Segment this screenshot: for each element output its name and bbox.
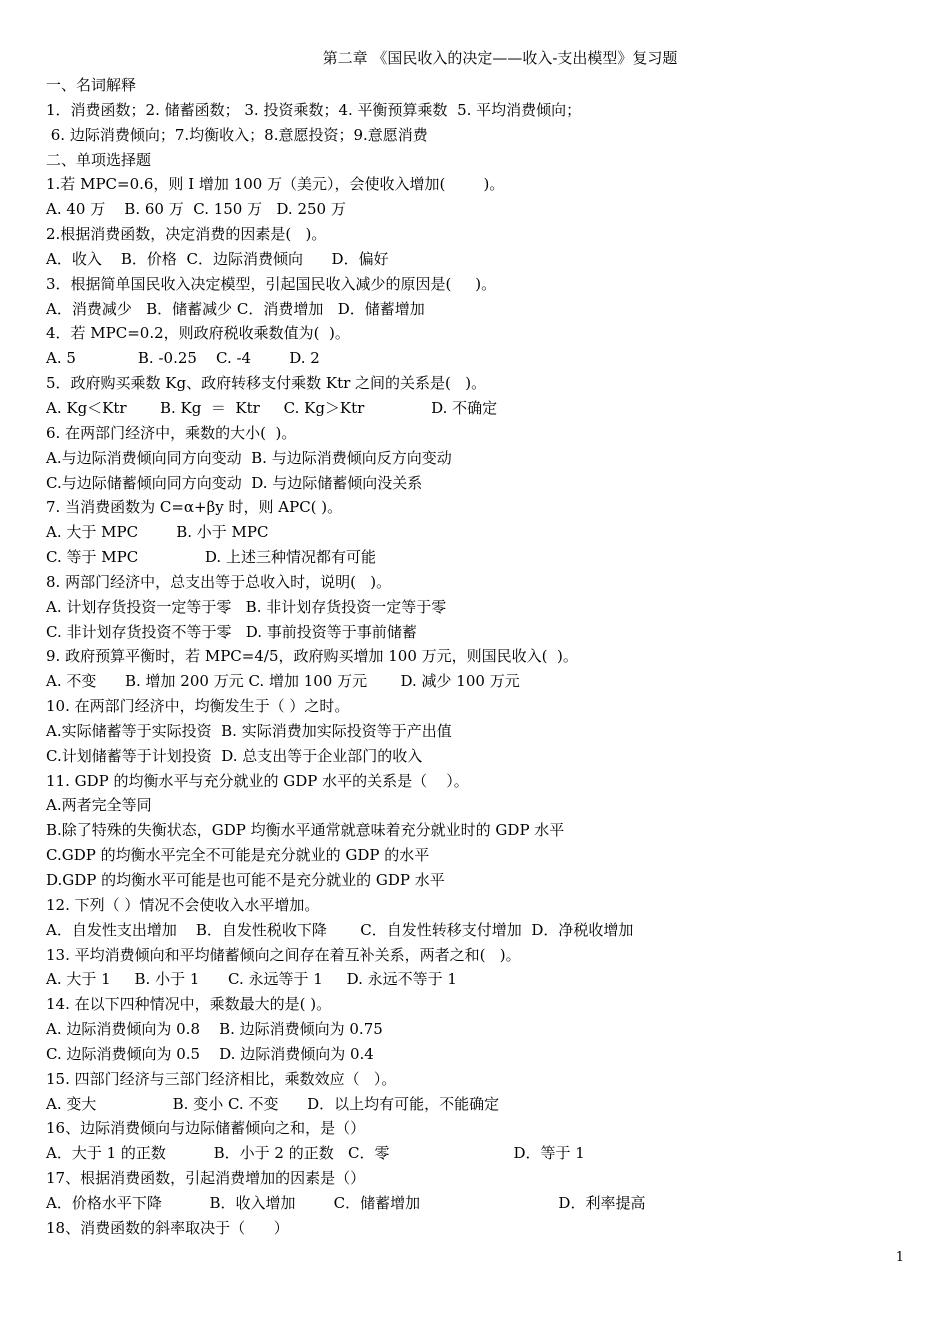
text-line: A．价格水平下降 B．收入增加 C．储蓄增加 D．利率提高	[46, 1193, 646, 1212]
text-line: A.实际储蓄等于实际投资 B. 实际消费加实际投资等于产出值	[46, 721, 452, 740]
text-line: C.计划储蓄等于计划投资 D. 总支出等于企业部门的收入	[46, 746, 423, 765]
text-line: A. 大于 1 B. 小于 1 C. 永远等于 1 D. 永远不等于 1	[46, 970, 457, 989]
text-line: A. 边际消费倾向为 0.8 B. 边际消费倾向为 0.75	[46, 1020, 383, 1039]
text-line: 8. 两部门经济中，总支出等于总收入时，说明( )。	[46, 572, 392, 591]
text-line: 13. 平均消费倾向和平均储蓄倾向之间存在着互补关系，两者之和( )。	[46, 945, 521, 964]
question-list	[46, 73, 916, 1241]
text-line: A. 大于 MPC B. 小于 MPC	[46, 523, 269, 542]
text-line: D.GDP 的均衡水平可能是也可能不是充分就业的 GDP 水平	[46, 871, 445, 889]
page-number: 1	[895, 1250, 904, 1265]
text-line: A．收入 B．价格 C．边际消费倾向 D．偏好	[46, 249, 389, 268]
text-line: 一、名词解释	[46, 76, 137, 94]
text-line: A. Kg＜Ktr B. Kg ＝ Ktr C. Kg＞Ktr D. 不确定	[46, 398, 498, 417]
text-line: 二、单项选择题	[46, 150, 152, 169]
text-line: 11. GDP 的均衡水平与充分就业的 GDP 水平的关系是（ ）。	[46, 771, 469, 790]
text-line: A. 变大 B. 变小 C. 不变 D．以上均有可能，不能确定	[46, 1094, 500, 1113]
text-line: 16、边际消费倾向与边际储蓄倾向之和，是（）	[46, 1119, 366, 1138]
text-line: 1.若 MPC=0.6，则 I 增加 100 万（美元），会使收入增加( )。	[46, 175, 505, 194]
text-line: C. 非计划存货投资不等于零 D. 事前投资等于事前储蓄	[46, 622, 417, 641]
text-line: B.除了特殊的失衡状态，GDP 均衡水平通常就意味着充分就业时的 GDP 水平	[46, 821, 565, 840]
text-line: 7. 当消费函数为 C=α+βy 时，则 APC( )。	[46, 498, 343, 517]
text-line: A．自发性支出增加 B．自发性税收下降 C．自发性转移支付增加 D．净税收增加	[46, 920, 634, 939]
text-line: 10. 在两部门经济中，均衡发生于（ ）之时。	[46, 697, 350, 716]
text-line: 5．政府购买乘数 Kg、政府转移支付乘数 Ktr 之间的关系是( )。	[46, 374, 487, 393]
text-line: 9. 政府预算平衡时，若 MPC=4/5，政府购买增加 100 万元，则国民收入( )。	[46, 647, 578, 666]
text-line: A. 40 万 B. 60 万 C. 150 万 D. 250 万	[46, 200, 346, 219]
text-line: 1．消费函数；2. 储蓄函数； 3. 投资乘数；4. 平衡预算乘数 5. 平均消费倾向；	[46, 100, 582, 119]
text-line: 2.根据消费函数，决定消费的因素是( )。	[46, 225, 327, 244]
text-line: C.GDP 的均衡水平完全不可能是充分就业的 GDP 的水平	[46, 846, 430, 865]
page-title: 第二章 《国民收入的决定——收入-支出模型》复习题	[322, 49, 678, 67]
text-line: C. 等于 MPC D. 上述三种情况都有可能	[46, 548, 376, 567]
text-line: 18、消费函数的斜率取决于（ ）	[46, 1218, 289, 1237]
text-line: A．消费减少 B．储蓄减少 C．消费增加 D．储蓄增加	[46, 299, 425, 318]
text-line: 3．根据简单国民收入决定模型，引起国民收入减少的原因是( )。	[46, 274, 497, 293]
text-line: A. 不变 B. 增加 200 万元 C. 增加 100 万元 D. 减少 100 万元	[46, 672, 520, 691]
text-line: 17、根据消费函数，引起消费增加的因素是（）	[46, 1169, 366, 1188]
text-line: 15. 四部门经济与三部门经济相比，乘数效应（ ）。	[46, 1069, 397, 1088]
text-line: A.与边际消费倾向同方向变动 B. 与边际消费倾向反方向变动	[46, 448, 452, 467]
text-line: 6. 在两部门经济中，乘数的大小( )。	[46, 423, 297, 442]
text-line: C.与边际储蓄倾向同方向变动 D. 与边际储蓄倾向没关系	[46, 473, 423, 492]
text-line: A. 5 B. -0.25 C. -4 D. 2	[46, 349, 320, 368]
text-line: A.两者完全等同	[46, 796, 152, 815]
text-line: 6. 边际消费倾向；7.均衡收入；8.意愿投资；9.意愿消费	[46, 125, 428, 144]
text-line: C. 边际消费倾向为 0.5 D. 边际消费倾向为 0.4	[46, 1044, 374, 1063]
text-line: 14. 在以下四种情况中，乘数最大的是( )。	[46, 995, 332, 1014]
text-line: A．大于 1 的正数 B．小于 2 的正数 C．零 D．等于 1	[46, 1144, 585, 1163]
text-line: 12. 下列（ ）情况不会使收入水平增加。	[46, 895, 320, 914]
text-line: A. 计划存货投资一定等于零 B. 非计划存货投资一定等于零	[46, 597, 447, 616]
text-line: 4．若 MPC=0.2，则政府税收乘数值为( )。	[46, 324, 350, 343]
